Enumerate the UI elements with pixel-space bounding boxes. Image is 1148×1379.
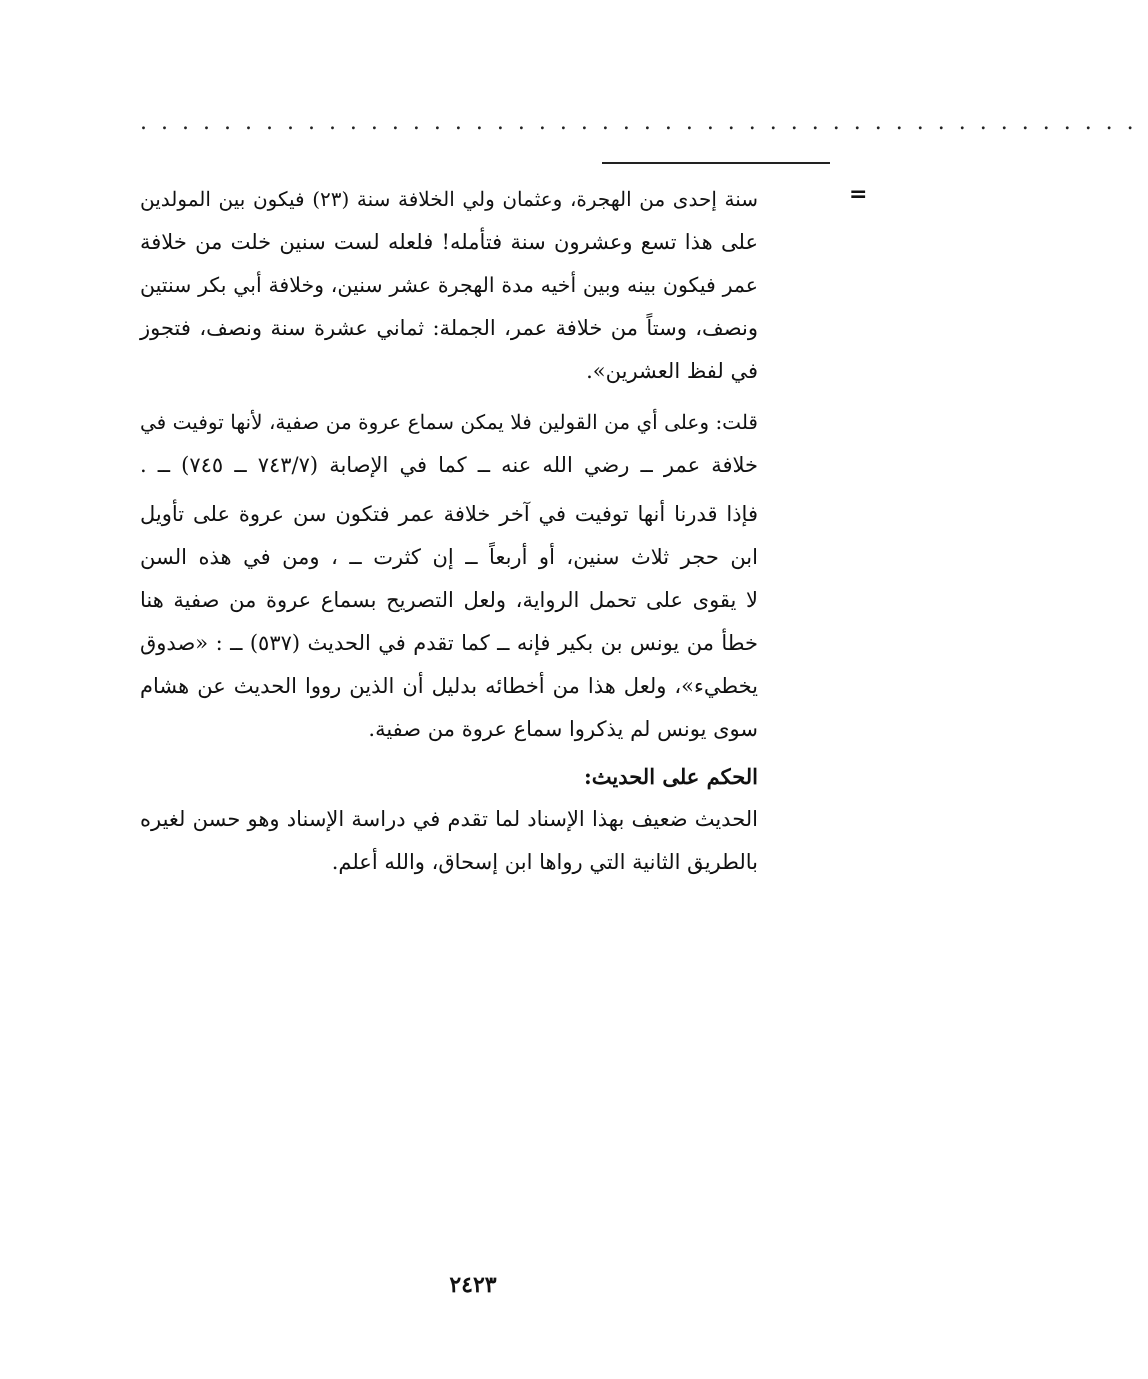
text-line: على هذا تسع وعشرون سنة فتأمله! فلعله لست سنين خلت من خلافة <box>140 230 758 254</box>
text-line: الحديث ضعيف بهذا الإسناد لما تقدم في دراسة الإسناد وهو حسن لغيره <box>140 807 758 831</box>
ruling-paragraph <box>140 798 758 884</box>
dot-leader: ................................................ <box>140 110 1148 135</box>
text-line: بالطريق الثانية التي رواها ابن إسحاق، والله أعلم. <box>331 850 758 874</box>
text-line: سوى يونس لم يذكروا سماع عروة من صفية. <box>368 717 758 741</box>
text-line: فإذا قدرنا أنها توفيت في آخر خلافة عمر فتكون سن عروة على تأويل <box>140 502 758 526</box>
text-line: في لفظ العشرين». <box>586 359 758 383</box>
text-line: يخطيء»، ولعل هذا من أخطائه بدليل أن الذين رووا الحديث عن هشام <box>140 674 758 698</box>
text-line: سنة إحدى من الهجرة، وعثمان ولي الخلافة سنة (٢٣) فيكون بين المولدين <box>140 187 758 211</box>
paragraph-2 <box>140 401 758 487</box>
text-line: خطأ من يونس بن بكير فإنه ــ كما تقدم في الحديث (٥٣٧) ــ : «صدوق <box>140 631 758 655</box>
text-line: ابن حجر ثلاث سنين، أو أربعاً ــ إن كثرت ــ ، ومن في هذه السن <box>140 545 758 569</box>
paragraph-3 <box>140 493 758 751</box>
text-line: قلت: وعلى أي من القولين فلا يمكن سماع عروة من صفية، لأنها توفيت في <box>140 410 758 434</box>
page-number: ٢٤٢٣ <box>449 1272 497 1298</box>
text-line: لا يقوى على تحمل الرواية، ولعل التصريح بسماع عروة من صفية هنا <box>140 588 758 612</box>
footnote-separator-rule <box>602 162 830 164</box>
body-text <box>140 178 758 884</box>
continuation-marker: = <box>849 182 868 207</box>
paragraph-1 <box>140 178 758 393</box>
text-line: خلافة عمر ــ رضي الله عنه ــ كما في الإصابة (٧٤٣/٧ ــ ٧٤٥) ــ . <box>140 453 758 477</box>
ruling-heading: الحكم على الحديث: <box>584 764 758 789</box>
text-line: ونصف، وستاً من خلافة عمر، الجملة: ثماني عشرة سنة ونصف، فتجوز <box>140 316 758 340</box>
text-line: عمر فيكون بينه وبين أخيه مدة الهجرة عشر سنين، وخلافة أبي بكر سنتين <box>140 273 758 297</box>
